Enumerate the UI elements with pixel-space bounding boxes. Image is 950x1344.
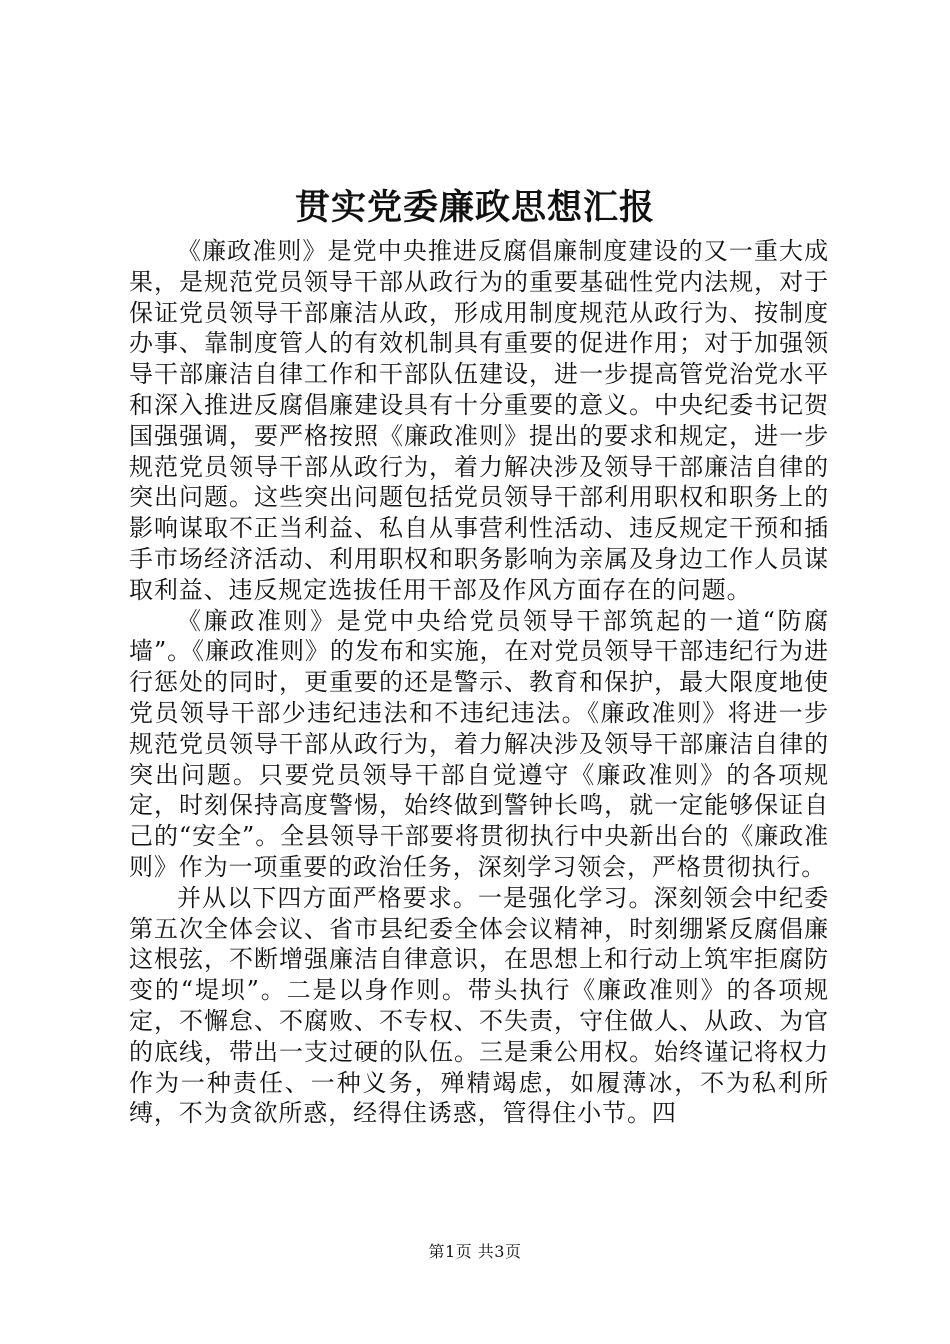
document-title: 贯实党委廉政思想汇报 [294,187,655,228]
paragraph-1: 《廉政准则》是党中央推进反腐倡廉制度建设的又一重大成果，是规范党员领导干部从政行为的重要基础性党内法规，对于保证党员领导干部廉洁从政，形成用制度规范从政行为、按制度办事、靠制度管人的有效机制具有重要的促进作用；对于加强领导干部廉洁自律工作和干部队伍建设，进一步提高管党治党水平和深入推进反腐倡廉建设具有十分重要的意义。中央纪委书记贺国强强调，要严格按照《廉政准则》提出的要求和规定，进一步规范党员领导干部从政行为，着力解决涉及领导干部廉洁自律的突出问题。这些突出问题包括党员领导干部利用职权和职务上的影响谋取不正当利益、私自从事营利性活动、违反规定干预和插手市场经济活动、利用职权和职务影响为亲属及身边工作人员谋取利益、违反规定选拔任用干部及作风方面存在的问题。 [129,237,829,604]
page-footer: 第1页 共3页 [428,1242,522,1261]
paragraph-3: 并从以下四方面严格要求。一是强化学习。深刻领会中纪委第五次全体会议、省市县纪委全体会议精神，时刻绷紧反腐倡廉这根弦，不断增强廉洁自律意识，在思想上和行动上筑牢拒腐防变的“堤坝”。二是以身作则。带头执行《廉政准则》的各项规定，不懈怠、不腐败、不专权、不失责，守住做人、从政、为官的底线，带出一支过硬的队伍。三是秉公用权。始终谨记将权力作为一种责任、一种义务，殚精竭虑，如履薄冰，不为私利所缚，不为贪欲所惑，经得住诱惑，管得住小节。四 [129,883,829,1128]
paragraph-2: 《廉政准则》是党中央给党员领导干部筑起的一道“防腐墙”。《廉政准则》的发布和实施，在对党员领导干部违纪行为进行惩处的同时，更重要的还是警示、教育和保护，最大限度地使党员领导干部少违纪违法和不违纪违法。《廉政准则》将进一步规范党员领导干部从政行为，着力解决涉及领导干部廉洁自律的突出问题。只要党员领导干部自觉遵守《廉政准则》的各项规定，时刻保持高度警惕，始终做到警钟长鸣，就一定能够保证自己的“安全”。全县领导干部要将贯彻执行中央新出台的《廉政准则》作为一项重要的政治任务，深刻学习领会，严格贯彻执行。 [129,606,829,881]
document-body [129,236,829,1129]
